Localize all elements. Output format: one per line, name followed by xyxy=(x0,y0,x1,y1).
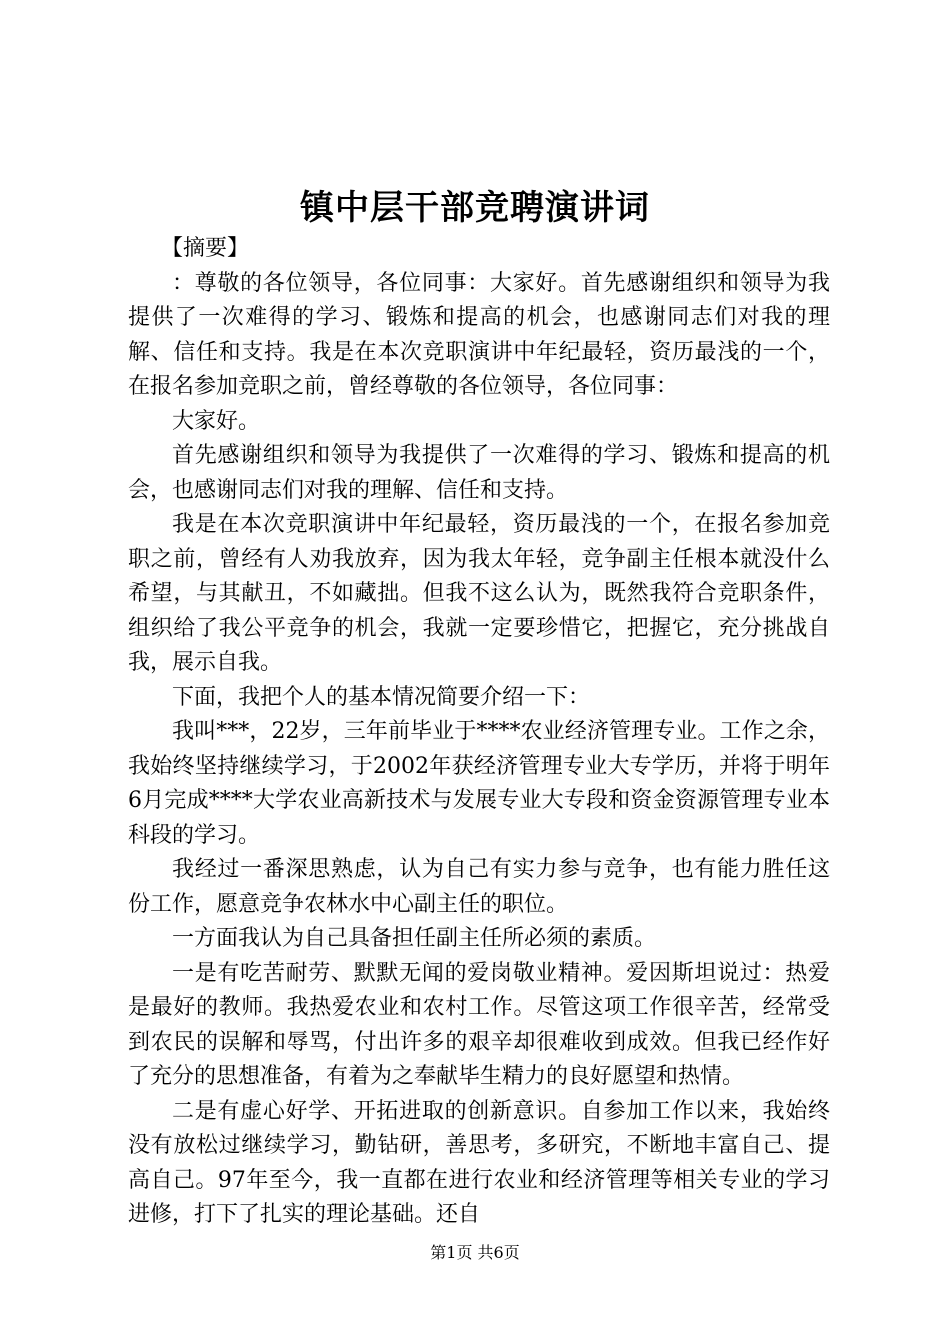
paragraph-thanks: 首先感谢组织和领导为我提供了一次难得的学习、锻炼和提高的机会，也感谢同志们对我的理解、信任和支持。 xyxy=(128,443,830,503)
paragraph-greeting: 大家好。 xyxy=(172,408,261,434)
page-footer: 第1页 共6页 xyxy=(430,1243,520,1262)
paragraph-abstract: ：尊敬的各位领导，各位同事：大家好。首先感谢组织和领导为我提供了一次难得的学习、锻炼和提高的机会，也感谢同志们对我的理解、信任和支持。我是在本次竞职演讲中年纪最轻，资历最浅的一个，在报名参加竞职之前，曾经尊敬的各位领导，各位同事： xyxy=(128,270,830,399)
paragraph-intro: 下面，我把个人的基本情况简要介绍一下： xyxy=(172,684,591,710)
paragraph-motivation: 我是在本次竞职演讲中年纪最轻，资历最浅的一个，在报名参加竞职之前，曾经有人劝我放弃，因为我太年轻，竞争副主任根本就没什么希望，与其献丑，不如藏拙。但我不这么认为，既然我符合竞职条件，组织给了我公平竞争的机会，我就一定要珍惜它，把握它，充分挑战自我，展示自我。 xyxy=(128,512,830,675)
paragraph-point-two: 二是有虚心好学、开拓进取的创新意识。自参加工作以来，我始终没有放松过继续学习，勤钻研，善思考，多研究，不断地丰富自己、提高自己。97年至今，我一直都在进行农业和经济管理等相关专业的学习进修，打下了扎实的理论基础。还自 xyxy=(128,1098,830,1227)
document-body xyxy=(128,232,830,1233)
paragraph-decision: 我经过一番深思熟虑，认为自己有实力参与竞争，也有能力胜任这份工作，愿意竞争农林水中心副主任的职位。 xyxy=(128,857,830,917)
abstract-label: 【摘要】 xyxy=(161,236,250,261)
paragraph-background: 我叫***，22岁，三年前毕业于****农业经济管理专业。工作之余，我始终坚持继续学习，于2002年获经济管理专业大专学历，并将于明年6月完成****大学农业高新技术与发展专业大专段和资金资源管理专业本科段的学习。 xyxy=(128,719,830,848)
paragraph-qualities: 一方面我认为自己具备担任副主任所必须的素质。 xyxy=(172,926,657,951)
document-title: 镇中层干部竞聘演讲词 xyxy=(300,188,650,228)
paragraph-point-one: 一是有吃苦耐劳、默默无闻的爱岗敬业精神。爱因斯坦说过：热爱是最好的教师。我热爱农业和农村工作。尽管这项工作很辛苦，经常受到农民的误解和辱骂，付出许多的艰辛却很难收到成效。但我已经作好了充分的思想准备，有着为之奉献毕生精力的良好愿望和热情。 xyxy=(128,960,830,1089)
